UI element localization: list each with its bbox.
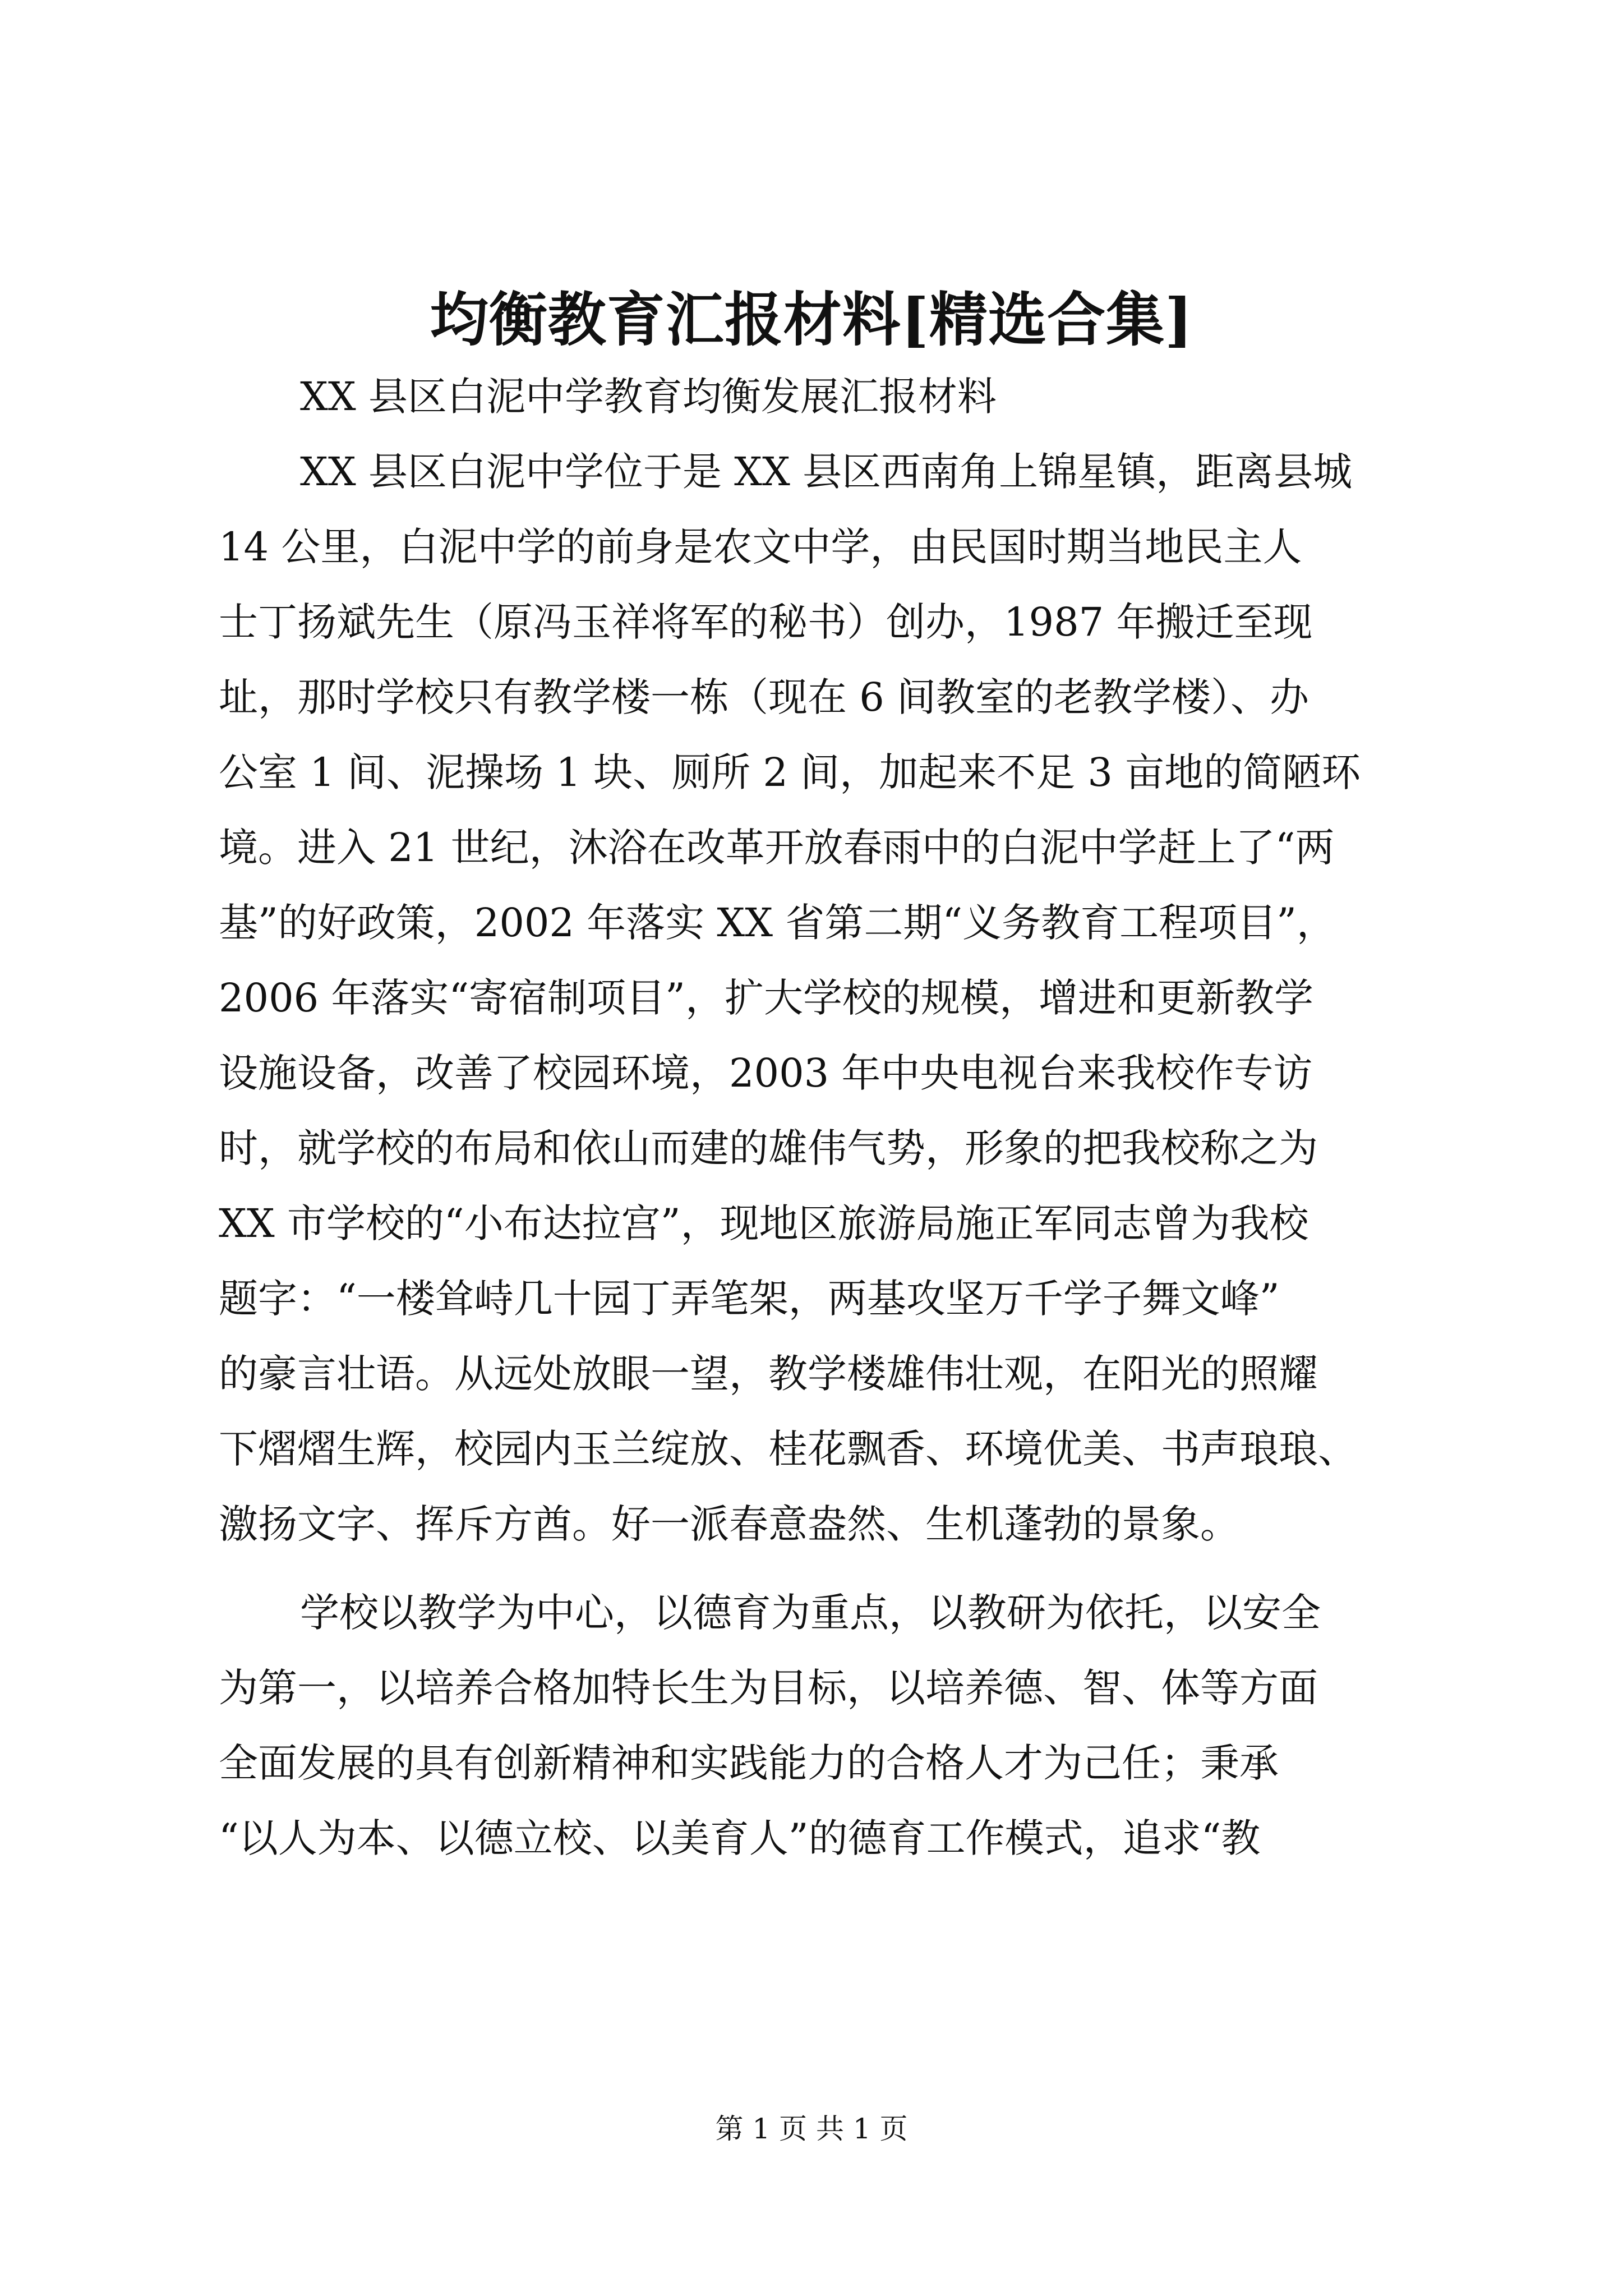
paragraph-1-line: 时，就学校的布局和依山而建的雄伟气势，形象的把我校称之为 [219, 1125, 1318, 1171]
paragraph-1-line: 的豪言壮语。从远处放眼一望，教学楼雄伟壮观，在阳光的照耀 [219, 1351, 1318, 1397]
paragraph-1-line: 题字：“一楼耸峙几十园丁弄笔架，两基攻坚万千学子舞文峰” [219, 1276, 1280, 1322]
paragraph-1-line: 激扬文字、挥斥方酋。好一派春意盎然、生机蓬勃的景象。 [219, 1501, 1239, 1547]
paragraph-1-line: 14 公里，白泥中学的前身是农文中学，由民国时期当地民主人 [219, 524, 1302, 570]
document-body [219, 359, 1413, 1876]
paragraph-1-line: 公室 1 间、泥操场 1 块、厕所 2 间，加起来不足 3 亩地的简陋环 [219, 749, 1361, 795]
paragraph-2-line: 全面发展的具有创新精神和实践能力的合格人才为己任；秉承 [219, 1740, 1279, 1786]
document-subtitle: XX 县区白泥中学教育均衡发展汇报材料 [300, 374, 997, 420]
paragraph-2 [219, 1575, 1413, 1876]
page-number-footer: 第 1 页 共 1 页 [715, 2113, 908, 2145]
paragraph-1-line: 设施设备，改善了校园环境，2003 年中央电视台来我校作专访 [219, 1050, 1313, 1096]
paragraph-1-line: XX 县区白泥中学位于是 XX 县区西南角上锦星镇，距离县城 [300, 449, 1353, 495]
paragraph-1-line: XX 市学校的“小布达拉宫”，现地区旅游局施正军同志曾为我校 [219, 1200, 1309, 1246]
document-title: 均衡教育汇报材料[精选合集] [430, 285, 1193, 354]
paragraph-1-line: 境。进入 21 世纪，沐浴在改革开放春雨中的白泥中学赶上了“两 [219, 825, 1335, 871]
paragraph-1-line: 基”的好政策，2002 年落实 XX 省第二期“义务教育工程项目”， [219, 900, 1336, 946]
paragraph-1-line: 2006 年落实“寄宿制项目”，扩大学校的规模，增进和更新教学 [219, 975, 1313, 1021]
paragraph-1-line: 下熠熠生辉，校园内玉兰绽放、桂花飘香、环境优美、书声琅琅、 [219, 1426, 1357, 1472]
paragraph-1-line: 址，那时学校只有教学楼一栋（现在 6 间教室的老教学楼）、办 [219, 674, 1310, 720]
paragraph-spacer [219, 1562, 1413, 1575]
paragraph-2-line: 学校以教学为中心，以德育为重点，以教研为依托，以安全 [300, 1590, 1321, 1636]
paragraph-1-line: 士丁扬斌先生（原冯玉祥将军的秘书）创办，1987 年搬迁至现 [219, 599, 1313, 645]
paragraph-1 [219, 434, 1413, 1562]
paragraph-2-line: “以人为本、以德立校、以美育人”的德育工作模式，追求“教 [219, 1815, 1261, 1861]
paragraph-2-line: 为第一，以培养合格加特长生为目标，以培养德、智、体等方面 [219, 1665, 1318, 1711]
